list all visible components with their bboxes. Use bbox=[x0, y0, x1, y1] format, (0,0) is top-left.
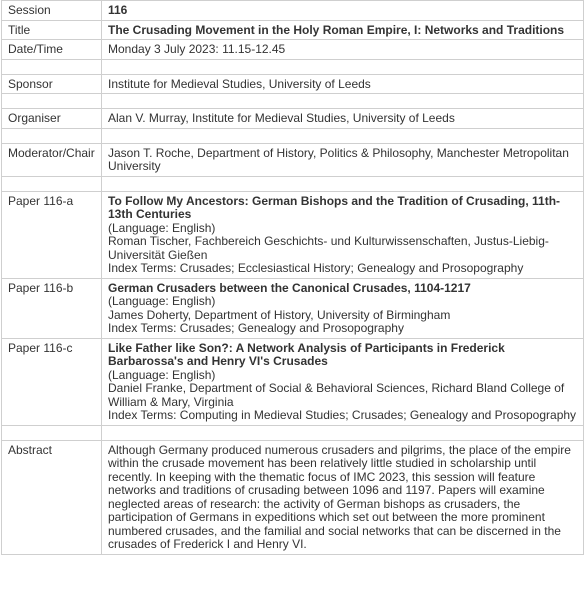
spacer-cell bbox=[2, 128, 102, 143]
paper-row bbox=[2, 191, 584, 278]
spacer-cell bbox=[2, 425, 102, 440]
session-title: The Crusading Movement in the Holy Roman Empire, I: Networks and Traditions bbox=[102, 20, 584, 40]
paper-row bbox=[2, 278, 584, 338]
spacer-row bbox=[2, 176, 584, 191]
paper-details bbox=[102, 191, 584, 278]
spacer-cell bbox=[102, 425, 584, 440]
paper-index-terms: Index Terms: Crusades; Ecclesiastical History; Genealogy and Prosopography bbox=[108, 261, 524, 275]
paper-label: Paper 116-a bbox=[2, 191, 102, 278]
paper-label: Paper 116-c bbox=[2, 338, 102, 425]
paper-author: Daniel Franke, Department of Social & Behavioral Sciences, Richard Bland College of William & Mary, Virginia bbox=[108, 381, 565, 409]
spacer-row bbox=[2, 94, 584, 109]
spacer-cell bbox=[102, 176, 584, 191]
organiser-label: Organiser bbox=[2, 109, 102, 129]
abstract-label: Abstract bbox=[2, 440, 102, 554]
paper-index-terms: Index Terms: Computing in Medieval Studies; Crusades; Genealogy and Prosopography bbox=[108, 408, 577, 422]
spacer-cell bbox=[2, 176, 102, 191]
spacer-cell bbox=[102, 94, 584, 109]
paper-title: German Crusaders between the Canonical Crusades, 1104-1217 bbox=[108, 280, 471, 295]
datetime-label: Date/Time bbox=[2, 40, 102, 60]
paper-details bbox=[102, 278, 584, 338]
datetime-value: Monday 3 July 2023: 11.15-12.45 bbox=[102, 40, 584, 60]
sponsor-label: Sponsor bbox=[2, 74, 102, 94]
organiser-row bbox=[2, 109, 584, 129]
session-number: 116 bbox=[102, 1, 584, 21]
spacer-row bbox=[2, 59, 584, 74]
spacer-cell bbox=[102, 59, 584, 74]
title-label: Title bbox=[2, 20, 102, 40]
spacer-row bbox=[2, 128, 584, 143]
session-row bbox=[2, 1, 584, 21]
moderator-row bbox=[2, 143, 584, 176]
paper-details bbox=[102, 338, 584, 425]
paper-language: (Language: English) bbox=[108, 294, 216, 308]
paper-row bbox=[2, 338, 584, 425]
spacer-cell bbox=[2, 59, 102, 74]
moderator-value: Jason T. Roche, Department of History, Politics & Philosophy, Manchester Metropolitan University bbox=[102, 143, 584, 176]
paper-title: To Follow My Ancestors: German Bishops and the Tradition of Crusading, 11th-13th Centuries bbox=[108, 193, 561, 221]
moderator-label: Moderator/Chair bbox=[2, 143, 102, 176]
paper-label: Paper 116-b bbox=[2, 278, 102, 338]
abstract-text: Although Germany produced numerous crusaders and pilgrims, the place of the empire within the crusade movement has been relatively little studied in scholarship until recently. In keeping with the thematic focus of IMC 2023, this session will feature networks and traditions of crusading between 1096 and 1197. Papers will examine neglected areas of research: the activity of German bishops as crusaders, the participation of Germans in expeditions which set out between the more prominent numbered crusades, and the familial and social networks that can be discerned in the crusades of Frederick I and Henry VI. bbox=[102, 440, 584, 554]
spacer-cell bbox=[102, 128, 584, 143]
paper-language: (Language: English) bbox=[108, 367, 216, 382]
paper-language: (Language: English) bbox=[108, 220, 216, 235]
sponsor-row bbox=[2, 74, 584, 94]
session-label: Session bbox=[2, 1, 102, 21]
paper-title: Like Father like Son?: A Network Analysis of Participants in Frederick Barbarossa's and Henry VI's Crusades bbox=[108, 340, 505, 368]
spacer-cell bbox=[2, 94, 102, 109]
organiser-value: Alan V. Murray, Institute for Medieval Studies, University of Leeds bbox=[102, 109, 584, 129]
title-row bbox=[2, 20, 584, 40]
session-details-table bbox=[1, 0, 584, 555]
datetime-row bbox=[2, 40, 584, 60]
sponsor-value: Institute for Medieval Studies, University of Leeds bbox=[102, 74, 584, 94]
paper-author: Roman Tischer, Fachbereich Geschichts- und Kulturwissenschaften, Justus-Liebig-Universität Gießen bbox=[108, 234, 549, 262]
abstract-row bbox=[2, 440, 584, 554]
paper-index-terms: Index Terms: Crusades; Genealogy and Prosopography bbox=[108, 321, 404, 335]
spacer-row bbox=[2, 425, 584, 440]
paper-author: James Doherty, Department of History, University of Birmingham bbox=[108, 307, 451, 322]
